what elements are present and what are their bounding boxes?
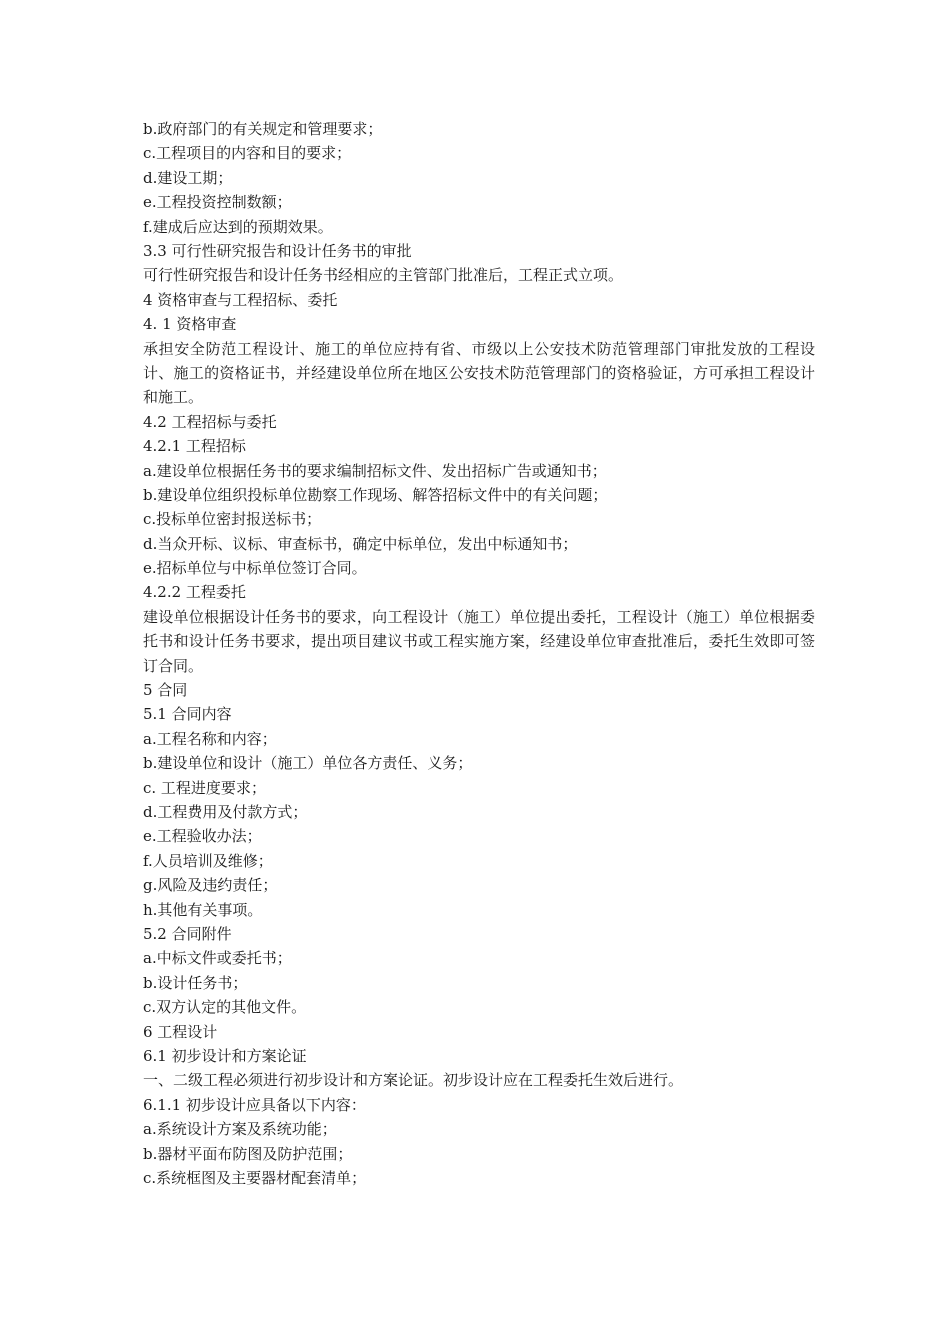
list-item: c. 工程进度要求； xyxy=(143,778,266,797)
list-item: e.招标单位与中标单位签订合同。 xyxy=(143,559,367,578)
list-item: f.人员培训及维修； xyxy=(143,851,273,870)
list-item: d.工程费用及付款方式； xyxy=(143,803,308,822)
paragraph-line: 可行性研究报告和设计任务书经相应的主管部门批准后，工程正式立项。 xyxy=(143,266,624,285)
list-item: h.其他有关事项。 xyxy=(143,900,263,919)
paragraph: 建设单位根据设计任务书的要求，向工程设计（施工）单位提出委托，工程设计（施工）单位根据委托书和设计任务书要求，提出项目建议书或工程实施方案，经建设单位审查批准后，委托生效即可签订合同。 xyxy=(143,607,815,675)
list-item: d.建设工期； xyxy=(143,168,233,187)
list-item: e.工程投资控制数额； xyxy=(143,193,292,212)
list-item: b.设计任务书； xyxy=(143,973,248,992)
list-item: a.工程名称和内容； xyxy=(143,729,277,748)
list-item: b.政府部门的有关规定和管理要求； xyxy=(143,120,383,138)
list-item: e.工程验收办法； xyxy=(143,827,262,846)
list-item: c.投标单位密封报送标书； xyxy=(143,510,322,529)
list-item: c.工程项目的内容和目的要求； xyxy=(143,144,352,163)
list-item: b.器材平面布防图及防护范围； xyxy=(143,1144,353,1163)
list-item: f.建成后应达到的预期效果。 xyxy=(143,217,333,236)
paragraph-line: 一、二级工程必须进行初步设计和方案论证。初步设计应在工程委托生效后进行。 xyxy=(143,1071,684,1090)
list-item: g.风险及违约责任； xyxy=(143,876,278,895)
section-heading: 5.1 合同内容 xyxy=(143,705,232,724)
list-item: a.系统设计方案及系统功能； xyxy=(143,1120,337,1139)
list-item: c.系统框图及主要器材配套清单； xyxy=(143,1168,367,1187)
list-item: b.建设单位和设计（施工）单位各方责任、义务； xyxy=(143,754,473,773)
list-item: a.中标文件或委托书； xyxy=(143,949,292,968)
section-heading: 4 资格审查与工程招标、委托 xyxy=(143,290,338,309)
list-item: d.当众开标、议标、审查标书，确定中标单位，发出中标通知书； xyxy=(143,534,578,553)
section-heading: 3.3 可行性研究报告和设计任务书的审批 xyxy=(143,241,412,260)
section-heading: 4. 1 资格审查 xyxy=(143,315,237,334)
section-heading: 6.1 初步设计和方案论证 xyxy=(143,1046,307,1065)
section-heading: 5 合同 xyxy=(143,681,188,700)
section-heading: 4.2.2 工程委托 xyxy=(143,583,246,602)
section-heading: 6 工程设计 xyxy=(143,1022,218,1041)
section-heading: 4.2.1 工程招标 xyxy=(143,437,246,456)
section-heading: 5.2 合同附件 xyxy=(143,924,232,943)
list-item: a.建设单位根据任务书的要求编制招标文件、发出招标广告或通知书； xyxy=(143,461,607,480)
document-body xyxy=(143,117,815,1190)
list-item: c.双方认定的其他文件。 xyxy=(143,998,307,1017)
section-heading: 6.1.1 初步设计应具备以下内容： xyxy=(143,1095,366,1114)
paragraph: 承担安全防范工程设计、施工的单位应持有省、市级以上公安技术防范管理部门审批发放的工程设计、施工的资格证书，并经建设单位所在地区公安技术防范管理部门的资格验证，方可承担工程设计和施工。 xyxy=(143,339,815,407)
list-item: b.建设单位组织投标单位勘察工作现场、解答招标文件中的有关问题； xyxy=(143,485,608,504)
section-heading: 4.2 工程招标与委托 xyxy=(143,412,277,431)
